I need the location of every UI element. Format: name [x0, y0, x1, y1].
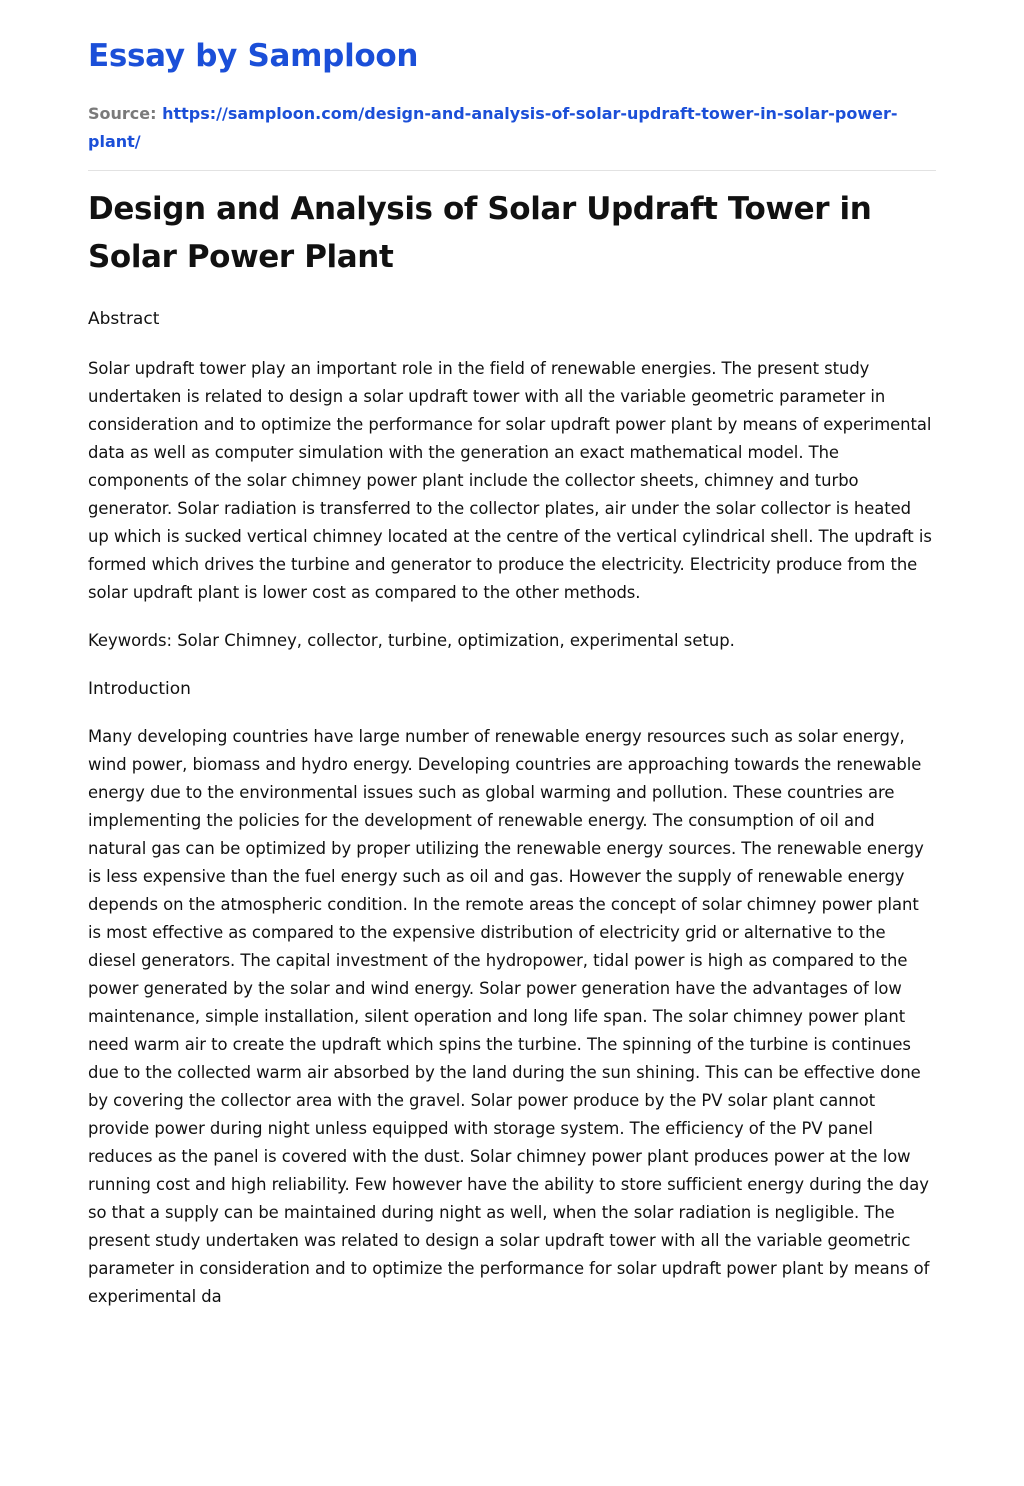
abstract-heading: Abstract: [88, 309, 160, 329]
introduction-paragraph: Many developing countries have large number of renewable energy resources such as solar energy, wind power, biomass and hydro energy. Developing countries are approaching towards the renewable energy due to the environmental issues such as global warming and pollution. These countries are implementing the policies for the development of renewable energy. The consumption of oil and natural gas can be optimized by proper utilizing the renewable energy sources. The renewable energy is less expensive than the fuel energy such as oil and gas. However the supply of renewable energy depends on the atmospheric condition. In the remote areas the concept of solar chimney power plant is most effective as compared to the expensive distribution of electricity grid or alternative to the diesel generators. The capital investment of the hydropower, tidal power is high as compared to the power generated by the solar and wind energy. Solar power generation have the advantages of low maintenance, simple installation, silent operation and long life span. The solar chimney power plant need warm air to create the updraft which spins the turbine. The spinning of the turbine is continues due to the collected warm air absorbed by the land during the sun shining. This can be effective done by covering the collector area with the gravel. Solar power produce by the PV solar plant cannot provide power during night unless equipped with storage system. The efficiency of the PV panel reduces as the panel is covered with the dust. Solar chimney power plant produces power at the low running cost and high reliability. Few however have the ability to store sufficient energy during the day so that a supply can be maintained during night as well, when the solar radiation is negligible. The present study undertaken was related to design a solar updraft tower with all the variable geometric parameter in consideration and to optimize the performance for solar updraft power plant by means of experimental da: [88, 727, 930, 1306]
introduction-heading: Introduction: [88, 679, 191, 699]
abstract-paragraph: Solar updraft tower play an important role in the field of renewable energies. The present study undertaken is related to design a solar updraft tower with all the variable geometric parameter in consideration and to optimize the performance for solar updraft power plant by means of experimental data as well as computer simulation with the generation an exact mathematical model. The components of the solar chimney power plant include the collector sheets, chimney and turbo generator. Solar radiation is transferred to the collector plates, air under the solar collector is heated up which is sucked vertical chimney located at the centre of the vertical cylindrical shell. The updraft is formed which drives the turbine and generator to produce the electricity. Electricity produce from the solar updraft plant is lower cost as compared to the other methods.: [88, 359, 932, 602]
header-divider: [88, 170, 936, 171]
source-line: [88, 100, 898, 156]
source-link[interactable]: https://samploon.com/design-and-analysis-of-solar-updraft-tower-in-solar-power-plant/: [88, 104, 898, 151]
source-label: Source:: [88, 104, 157, 123]
essay-title: Design and Analysis of Solar Updraft Tower in Solar Power Plant: [88, 191, 872, 275]
keywords-line: Keywords: Solar Chimney, collector, turbine, optimization, experimental setup.: [88, 631, 735, 650]
site-brand[interactable]: Essay by Samploon: [88, 38, 419, 74]
